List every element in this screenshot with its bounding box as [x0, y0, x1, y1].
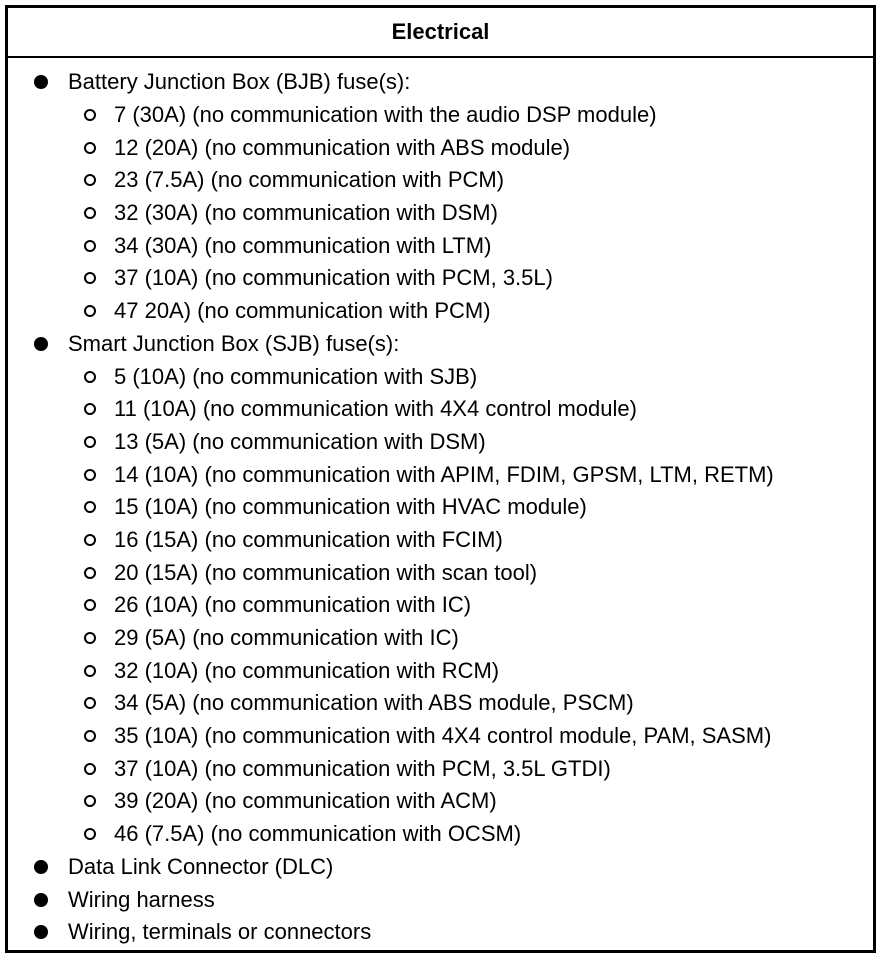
list-subitem — [8, 589, 873, 622]
bullet-icon — [34, 75, 48, 89]
subitem-text: 7 (30A) (no communication with the audio DSP module) — [114, 102, 657, 128]
circle-bullet-icon — [84, 109, 96, 121]
list-subitem — [8, 524, 873, 557]
circle-bullet-icon — [84, 501, 96, 513]
list-subitem — [8, 785, 873, 818]
subitem-text: 14 (10A) (no communication with APIM, FDIM, GPSM, LTM, RETM) — [114, 461, 774, 487]
subitem-text: 32 (30A) (no communication with DSM) — [114, 200, 498, 226]
subitem-text: 47 20A) (no communication with PCM) — [114, 298, 491, 324]
subitem-text: 5 (10A) (no communication with SJB) — [114, 363, 478, 389]
table-title: Electrical — [391, 19, 490, 44]
list-subitem — [8, 622, 873, 655]
subitem-text: 35 (10A) (no communication with 4X4 control module, PAM, SASM) — [114, 723, 772, 749]
list-subitem — [8, 720, 873, 753]
bullet-icon — [34, 925, 48, 939]
group-label: Data Link Connector (DLC) — [68, 853, 334, 879]
subitem-text: 34 (30A) (no communication with LTM) — [114, 232, 492, 258]
list-item-dlc — [8, 851, 873, 884]
circle-bullet-icon — [84, 272, 96, 284]
list-subitem — [8, 164, 873, 197]
list-subitem — [8, 458, 873, 491]
group-label: Wiring, terminals or connectors — [68, 919, 372, 945]
circle-bullet-icon — [84, 142, 96, 154]
list-subitem — [8, 131, 873, 164]
circle-bullet-icon — [84, 240, 96, 252]
list-item-bjb — [8, 66, 873, 99]
table-body — [8, 58, 873, 949]
circle-bullet-icon — [84, 763, 96, 775]
electrical-table — [5, 5, 876, 953]
circle-bullet-icon — [84, 371, 96, 383]
group-label: Smart Junction Box (SJB) fuse(s): — [68, 330, 400, 356]
subitem-text: 13 (5A) (no communication with DSM) — [114, 428, 486, 454]
table-header — [8, 8, 873, 58]
subitem-text: 23 (7.5A) (no communication with PCM) — [114, 167, 505, 193]
circle-bullet-icon — [84, 632, 96, 644]
list-subitem — [8, 197, 873, 230]
bullet-icon — [34, 337, 48, 351]
subitem-text: 39 (20A) (no communication with ACM) — [114, 788, 497, 814]
list-subitem — [8, 491, 873, 524]
list-subitem — [8, 426, 873, 459]
group-label: Battery Junction Box (BJB) fuse(s): — [68, 69, 411, 95]
list-item-wiring-terminals — [8, 916, 873, 949]
circle-bullet-icon — [84, 174, 96, 186]
circle-bullet-icon — [84, 828, 96, 840]
subitem-text: 34 (5A) (no communication with ABS module, PSCM) — [114, 690, 634, 716]
list-subitem — [8, 295, 873, 328]
circle-bullet-icon — [84, 469, 96, 481]
subitem-text: 37 (10A) (no communication with PCM, 3.5L) — [114, 265, 553, 291]
circle-bullet-icon — [84, 665, 96, 677]
bullet-icon — [34, 893, 48, 907]
subitem-text: 20 (15A) (no communication with scan tool) — [114, 559, 538, 585]
circle-bullet-icon — [84, 403, 96, 415]
list-subitem — [8, 687, 873, 720]
list-subitem — [8, 99, 873, 132]
circle-bullet-icon — [84, 207, 96, 219]
list-subitem — [8, 654, 873, 687]
bullet-icon — [34, 860, 48, 874]
circle-bullet-icon — [84, 534, 96, 546]
list-subitem — [8, 818, 873, 851]
circle-bullet-icon — [84, 305, 96, 317]
subitem-text: 32 (10A) (no communication with RCM) — [114, 657, 500, 683]
list-subitem — [8, 229, 873, 262]
group-label: Wiring harness — [68, 886, 215, 912]
subitem-text: 26 (10A) (no communication with IC) — [114, 592, 472, 618]
circle-bullet-icon — [84, 697, 96, 709]
subitem-text: 15 (10A) (no communication with HVAC module) — [114, 494, 587, 520]
subitem-text: 11 (10A) (no communication with 4X4 control module) — [114, 396, 637, 422]
list-subitem — [8, 360, 873, 393]
list-subitem — [8, 752, 873, 785]
list-subitem — [8, 556, 873, 589]
circle-bullet-icon — [84, 599, 96, 611]
circle-bullet-icon — [84, 436, 96, 448]
subitem-text: 46 (7.5A) (no communication with OCSM) — [114, 821, 522, 847]
subitem-text: 29 (5A) (no communication with IC) — [114, 625, 459, 651]
subitem-text: 12 (20A) (no communication with ABS module) — [114, 134, 571, 160]
list-subitem — [8, 262, 873, 295]
list-item-sjb — [8, 328, 873, 361]
subitem-text: 37 (10A) (no communication with PCM, 3.5L GTDI) — [114, 755, 611, 781]
circle-bullet-icon — [84, 730, 96, 742]
circle-bullet-icon — [84, 567, 96, 579]
list-item-wiring-harness — [8, 883, 873, 916]
subitem-text: 16 (15A) (no communication with FCIM) — [114, 526, 503, 552]
circle-bullet-icon — [84, 795, 96, 807]
list-subitem — [8, 393, 873, 426]
